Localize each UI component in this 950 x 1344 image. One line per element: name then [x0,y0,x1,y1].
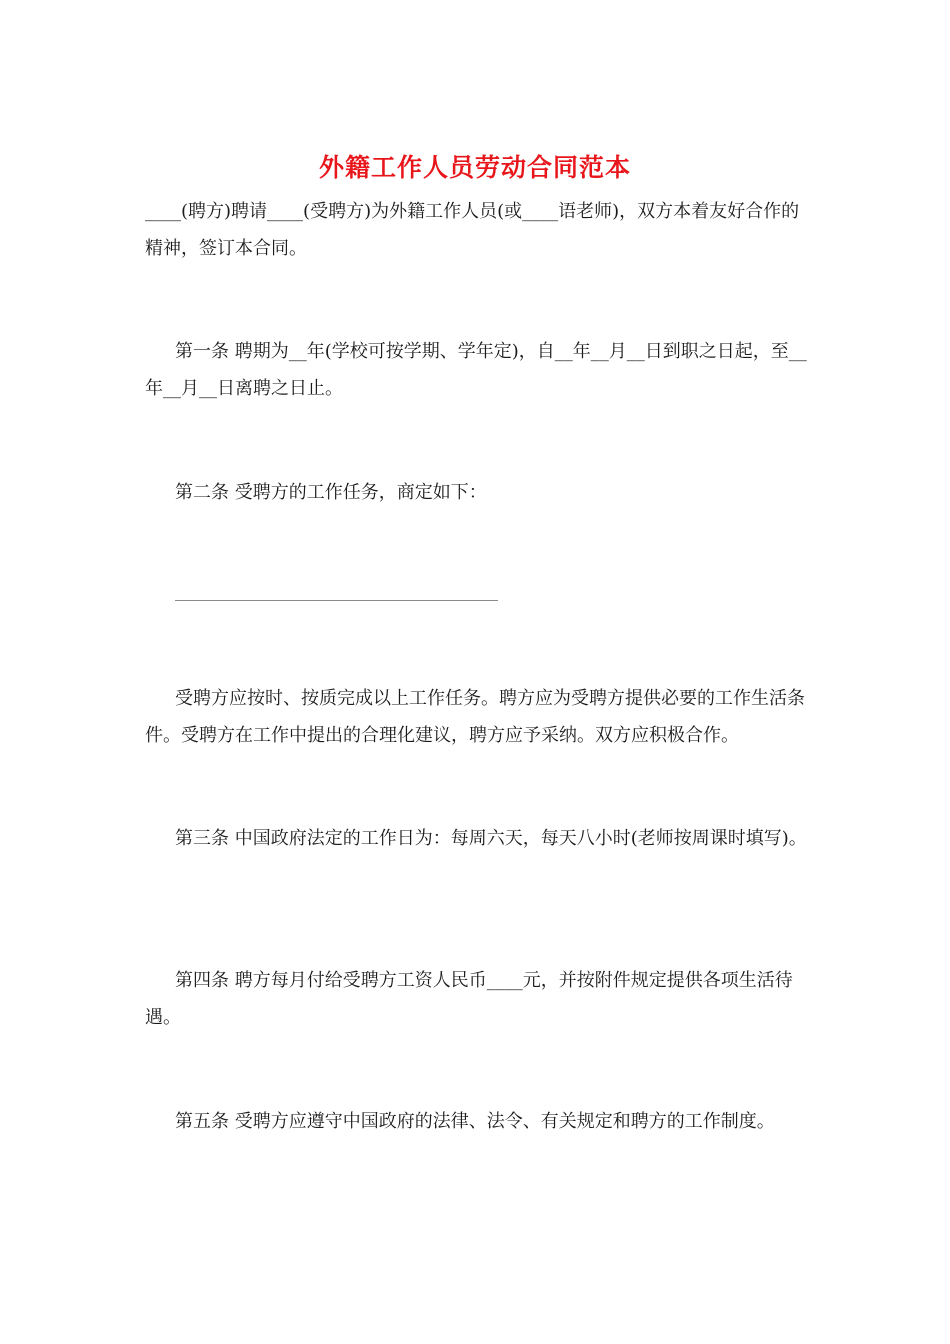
duties-paragraph: 受聘方应按时、按质完成以上工作任务。聘方应为受聘方提供必要的工作生活条件。受聘方在工作中提出的合理化建议，聘方应予采纳。双方应积极合作。 [145,688,805,746]
article-3-paragraph: 第三条 中国政府法定的工作日为：每周六天，每天八小时(老师按周课时填写)。 [175,828,807,849]
article-4-paragraph: 第四条 聘方每月付给受聘方工资人民币____元，并按附件规定提供各项生活待遇。 [145,970,793,1028]
article-2-paragraph: 第二条 受聘方的工作任务，商定如下： [175,482,487,503]
fill-in-line [175,600,498,601]
document-title: 外籍工作人员劳动合同范本 [318,153,631,182]
article-1-paragraph: 第一条 聘期为__年(学校可按学期、学年定)，自__年__月__日到职之日起，至__年__月__日离聘之日止。 [145,341,807,399]
preamble-paragraph: ____(聘方)聘请____(受聘方)为外籍工作人员(或____语老师)，双方本着友好合作的精神，签订本合同。 [145,201,800,259]
article-5-paragraph: 第五条 受聘方应遵守中国政府的法律、法令、有关规定和聘方的工作制度。 [175,1111,775,1132]
